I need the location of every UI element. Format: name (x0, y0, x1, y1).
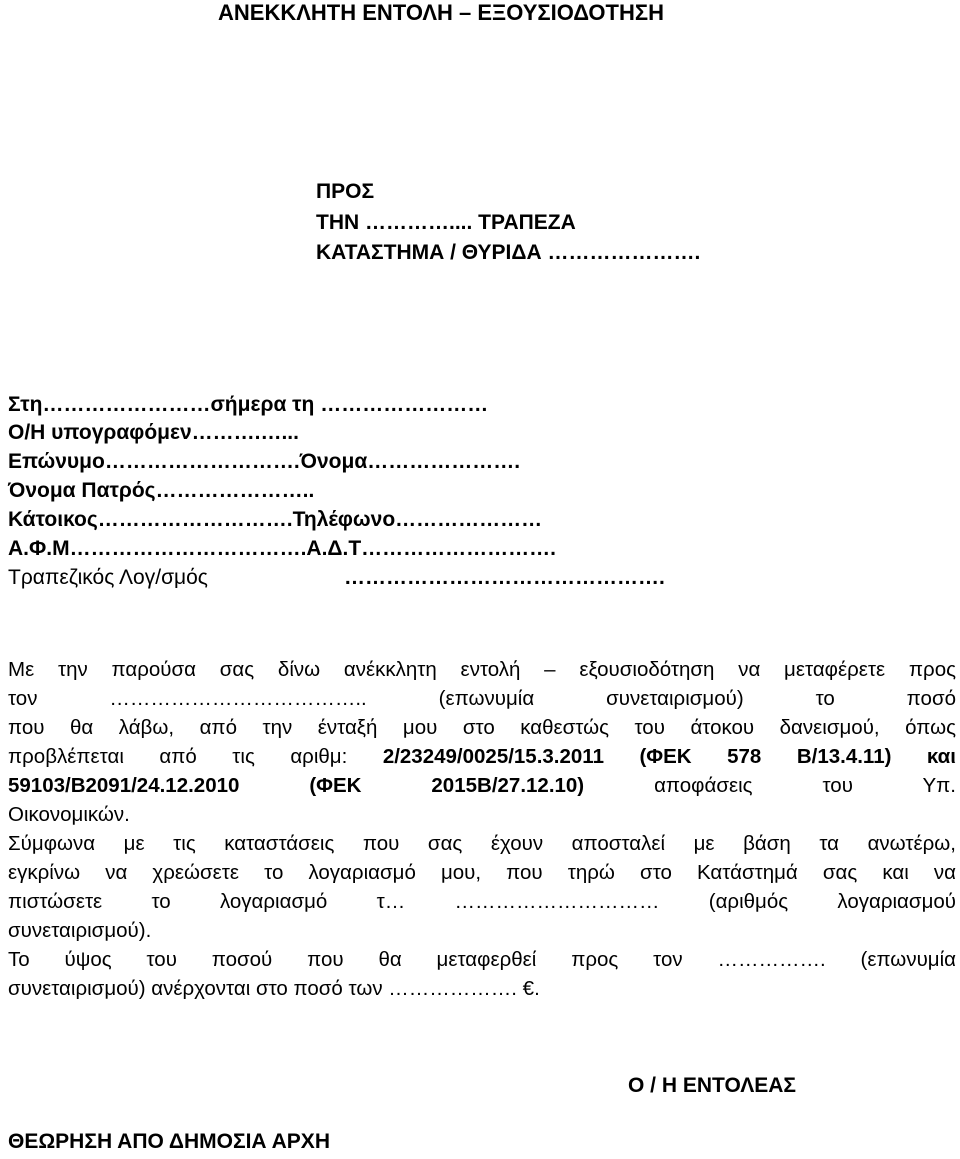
signatory-label: Ο / Η ΕΝΤΟΛΕΑΣ (628, 1074, 797, 1097)
paragraph-mandate (8, 655, 956, 829)
field-fathers-name: Όνομα Πατρός………………….. (8, 479, 315, 502)
field-bank-account-label: Τραπεζικός Λογ/σμός (8, 566, 208, 589)
field-signatory: Ο/Η υπογραφόμεν……….…... (8, 421, 299, 444)
addressee-line-branch: ΚΑΤΑΣΤΗΜΑ / ΘΥΡΙΔΑ …………………. (316, 241, 701, 264)
paragraph-approval-line: εγκρίνω να χρεώσετε το λογαριασμό μου, που τηρώ στο Κατάστημά σας και να (8, 861, 956, 884)
decision-ministry: αποφάσεις του Υπ. (584, 774, 956, 797)
paragraph-approval (8, 829, 956, 945)
paragraph-approval-line: πιστώσετε το λογαριασμό τ… ………………………… (αριθμός λογαριασμού (8, 890, 956, 913)
document-title: ΑΝΕΚΚΛΗΤΗ ΕΝΤΟΛΗ – ΕΞΟΥΣΙΟΔΟΤΗΣΗ (218, 0, 664, 25)
paragraph-approval-line: Σύμφωνα με τις καταστάσεις που σας έχουν αποσταλεί με βάση τα ανωτέρω, (8, 832, 956, 855)
paragraph-mandate-line: τον ……………………………….. (επωνυμία συνεταιρισμού) το ποσό (8, 687, 956, 710)
field-residence-phone: Κάτοικος……………………….Τηλέφωνο………………… (8, 508, 543, 531)
paragraph-mandate-line (8, 771, 956, 800)
addressee-line-bank: ΤΗΝ ………….... ΤΡΑΠΕΖΑ (316, 211, 576, 234)
paragraph-amount-line: συνεταιρισμού) ανέρχονται στο ποσό των ………………. €. (8, 977, 540, 1000)
paragraph-amount-line: Το ύψος του ποσού που θα μεταφερθεί προς τον ……………. (επωνυμία (8, 948, 956, 971)
decision-reference-1: 2/23249/0025/15.3.2011 (ΦΕΚ 578 Β/13.4.11) και (382, 745, 956, 768)
addressee-line-pros: ΠΡΟΣ (316, 180, 375, 203)
decision-reference-2: 59103/Β2091/24.12.2010 (ΦΕΚ 2015Β/27.12.10) (8, 774, 585, 797)
paragraph-mandate-line: Με την παρούσα σας δίνω ανέκκλητη εντολή – εξουσιοδότηση να μεταφέρετε προς (8, 658, 956, 681)
paragraph-mandate-line: που θα λάβω, από την ένταξή μου στο καθεστώς του άτοκου δανεισμού, όπως (8, 716, 956, 739)
paragraph-approval-line: συνεταιρισμού). (8, 919, 152, 942)
decision-intro: προβλέπεται από τις αριθμ: (8, 745, 383, 768)
field-bank-account-dots: ………………………………………. (344, 566, 665, 589)
field-surname-name: Επώνυμο……………………….Όνομα…………………. (8, 450, 521, 473)
paragraph-amount (8, 945, 956, 1003)
paragraph-mandate-line (8, 742, 956, 771)
field-afm-adt: Α.Φ.Μ…………………………….Α.Δ.Τ………………………. (8, 537, 556, 560)
field-place-date: Στη……………………σήμερα τη …………………… (8, 393, 489, 416)
paragraph-mandate-line: Οικονομικών. (8, 803, 130, 826)
certification-label: ΘΕΩΡΗΣΗ ΑΠΟ ΔΗΜΟΣΙΑ ΑΡΧΗ (8, 1130, 330, 1153)
